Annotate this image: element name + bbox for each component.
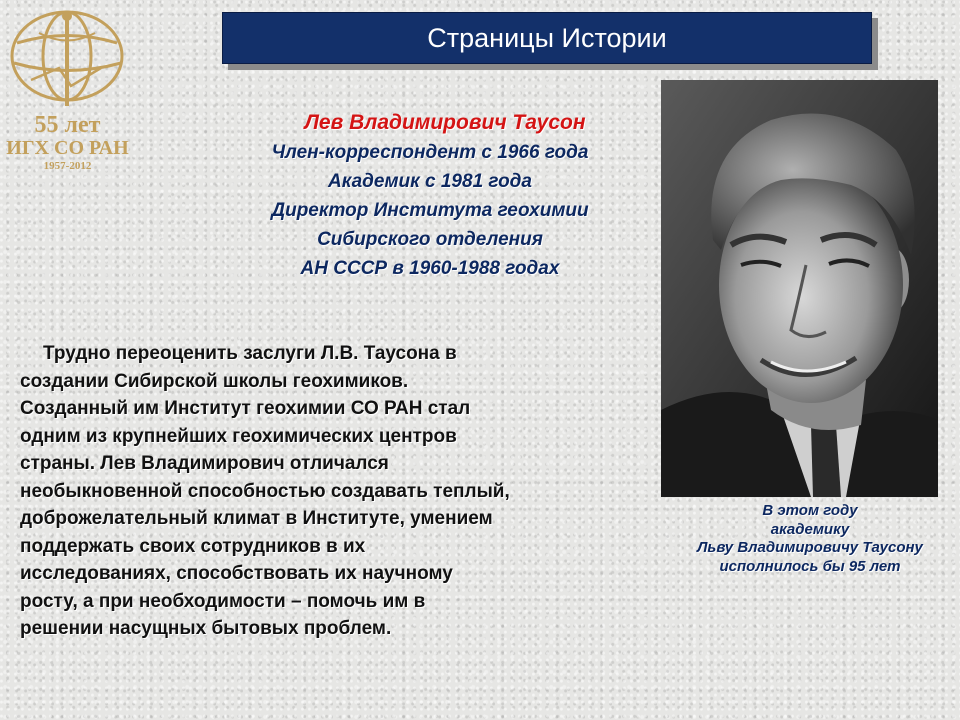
- caption-line: академику: [770, 520, 850, 538]
- logo-org-text: ИГХ СО РАН: [6, 137, 129, 159]
- photo-caption: [660, 502, 960, 576]
- biography-paragraph: [20, 340, 645, 643]
- globe-emblem-icon: [9, 8, 126, 108]
- caption-line: Льву Владимировичу Таусону: [697, 539, 923, 556]
- paragraph-line: необыкновенной способностью создавать теплый,: [20, 480, 510, 502]
- title-banner: [222, 12, 872, 64]
- paragraph-line: решении насущных бытовых проблем.: [20, 618, 392, 639]
- paragraph-line: одним из крупнейших геохимических центров: [20, 425, 457, 447]
- info-line: Директор Института геохимии: [271, 200, 589, 221]
- logo-range-text: 1957-2012: [43, 160, 92, 172]
- paragraph-line: страны. Лев Владимирович отличался: [20, 453, 389, 474]
- portrait-photo: [661, 80, 938, 497]
- info-line: Академик с 1981 года: [327, 171, 532, 192]
- paragraph-line: доброжелательный климат в Институте, умением: [20, 508, 493, 529]
- paragraph-line: поддержать своих сотрудников в их: [20, 535, 366, 557]
- paragraph-line: росту, а при необходимости – помочь им в: [20, 590, 426, 612]
- page-title: Страницы Истории: [427, 22, 667, 53]
- logo-years-text: 55 лет: [34, 112, 101, 138]
- paragraph-line: Созданный им Институт геохимии СО РАН стал: [20, 398, 471, 419]
- paragraph-line: Трудно переоценить заслуги Л.В. Таусона в: [43, 343, 457, 364]
- info-line: Член-корреспондент с 1966 года: [271, 142, 589, 163]
- caption-line: исполнилось бы 95 лет: [719, 557, 901, 575]
- person-name: Лев Владимирович Таусон: [304, 111, 586, 134]
- paragraph-line: исследованиях, способствовать их научному: [20, 563, 453, 584]
- paragraph-line: создании Сибирской школы геохимиков.: [20, 370, 409, 392]
- info-line: Сибирского отделения: [317, 229, 543, 250]
- institute-logo: [5, 8, 130, 178]
- info-line: АН СССР в 1960-1988 годах: [300, 258, 560, 279]
- portrait-illustration: [661, 80, 938, 497]
- person-info: [200, 108, 660, 283]
- caption-line: В этом году: [762, 502, 858, 519]
